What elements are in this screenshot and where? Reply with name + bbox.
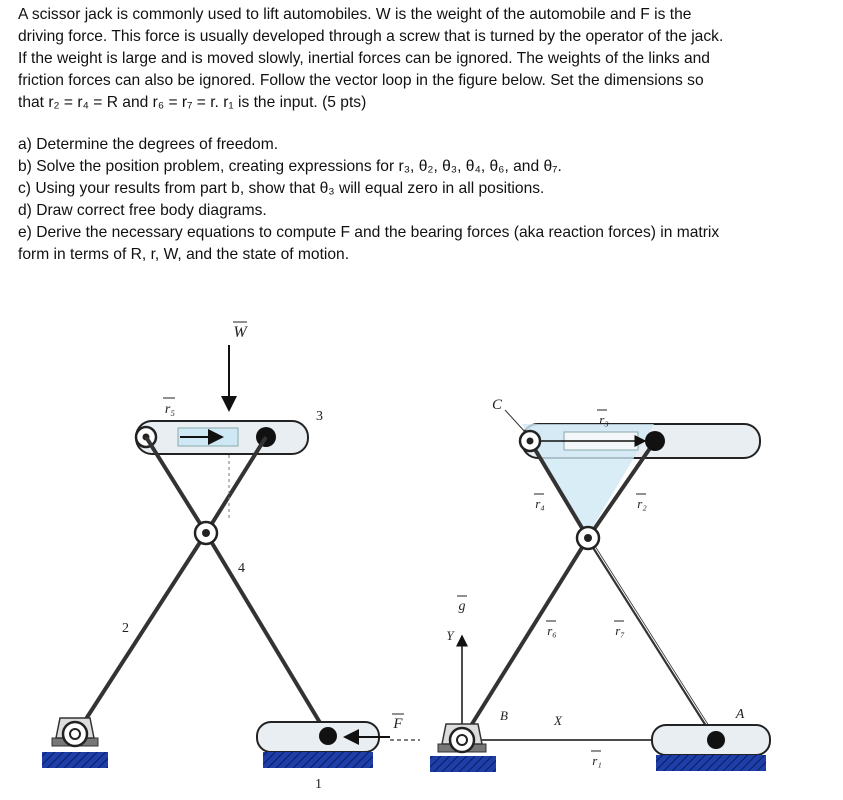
r5-label: r₅: [164, 402, 176, 417]
gravity-label: g: [458, 599, 466, 614]
intro-line: driving force. This force is usually developed through a screw that is turned by the operator of the jack.: [18, 28, 724, 45]
link-3-number: 3: [316, 409, 323, 424]
r3-label: r₃: [599, 412, 609, 427]
weight-label: W: [233, 324, 247, 341]
question-item-a: a) Determine the degrees of freedom.: [18, 136, 279, 153]
intro-line: A scissor jack is commonly used to lift automobiles. W is the weight of the automobile and F is the: [18, 6, 692, 23]
left-ground-hatch: [42, 752, 108, 768]
r2-label: r₂: [637, 496, 647, 511]
r7-label: r₇: [615, 623, 625, 638]
question-item-b: b) Solve the position problem, creating expressions for r₃, θ₂, θ₃, θ₄, θ₆, and θ₇.: [18, 158, 562, 175]
question-item-e: e) Derive the necessary equations to compute F and the bearing forces (aka reaction forces) in matrix: [18, 224, 720, 241]
link-2-number: 2: [122, 621, 129, 636]
question-item-d: d) Draw correct free body diagrams.: [18, 202, 267, 219]
pin-dot: [202, 529, 210, 537]
bottom-slider-hatch: [656, 755, 766, 771]
top-slider-block: [645, 431, 665, 451]
link-1-number: 1: [315, 777, 322, 792]
bottom-slider-block: [319, 727, 337, 745]
question-item-e-cont: form in terms of R, r, W, and the state of motion.: [18, 246, 350, 263]
r4-label: r₄: [535, 496, 545, 511]
leader-line: [505, 410, 526, 433]
intro-line: that r₂ = r₄ = R and r₆ = r₇ = r. r₁ is the input. (5 pts): [18, 94, 367, 111]
pin-dot: [70, 729, 80, 739]
link-4-number: 4: [238, 561, 245, 576]
force-label: F: [393, 716, 403, 732]
intro-line: If the weight is large and is moved slowly, inertial forces can be ignored. The weights of the links and: [18, 50, 710, 67]
pin-dot: [457, 735, 467, 745]
bottom-slider-block: [707, 731, 725, 749]
pin-dot: [527, 438, 534, 445]
link-highlight: [592, 543, 720, 745]
point-c-label: C: [491, 397, 503, 413]
link-r6: [462, 538, 588, 740]
link-4: [206, 533, 328, 736]
link-r7: [588, 538, 716, 740]
point-a-label: A: [735, 707, 745, 722]
left-mechanism: [42, 322, 420, 792]
right-ground-hatch: [430, 756, 496, 772]
x-axis-label: X: [554, 713, 562, 728]
r6-label: r₆: [547, 623, 557, 638]
intro-line: friction forces can also be ignored. Follow the vector loop in the figure below. Set the dimensions so: [18, 72, 704, 89]
point-b-label: B: [500, 708, 508, 723]
y-axis-label: Y: [446, 628, 454, 643]
pin-dot: [584, 534, 592, 542]
link-highlight: [466, 543, 592, 745]
r1-label: r₁: [592, 753, 602, 768]
question-item-c: c) Using your results from part b, show that θ₃ will equal zero in all positions.: [18, 180, 545, 197]
link-2-lower: [75, 533, 206, 736]
right-vector-loop: [430, 397, 770, 772]
bottom-slider-hatch: [263, 752, 373, 768]
